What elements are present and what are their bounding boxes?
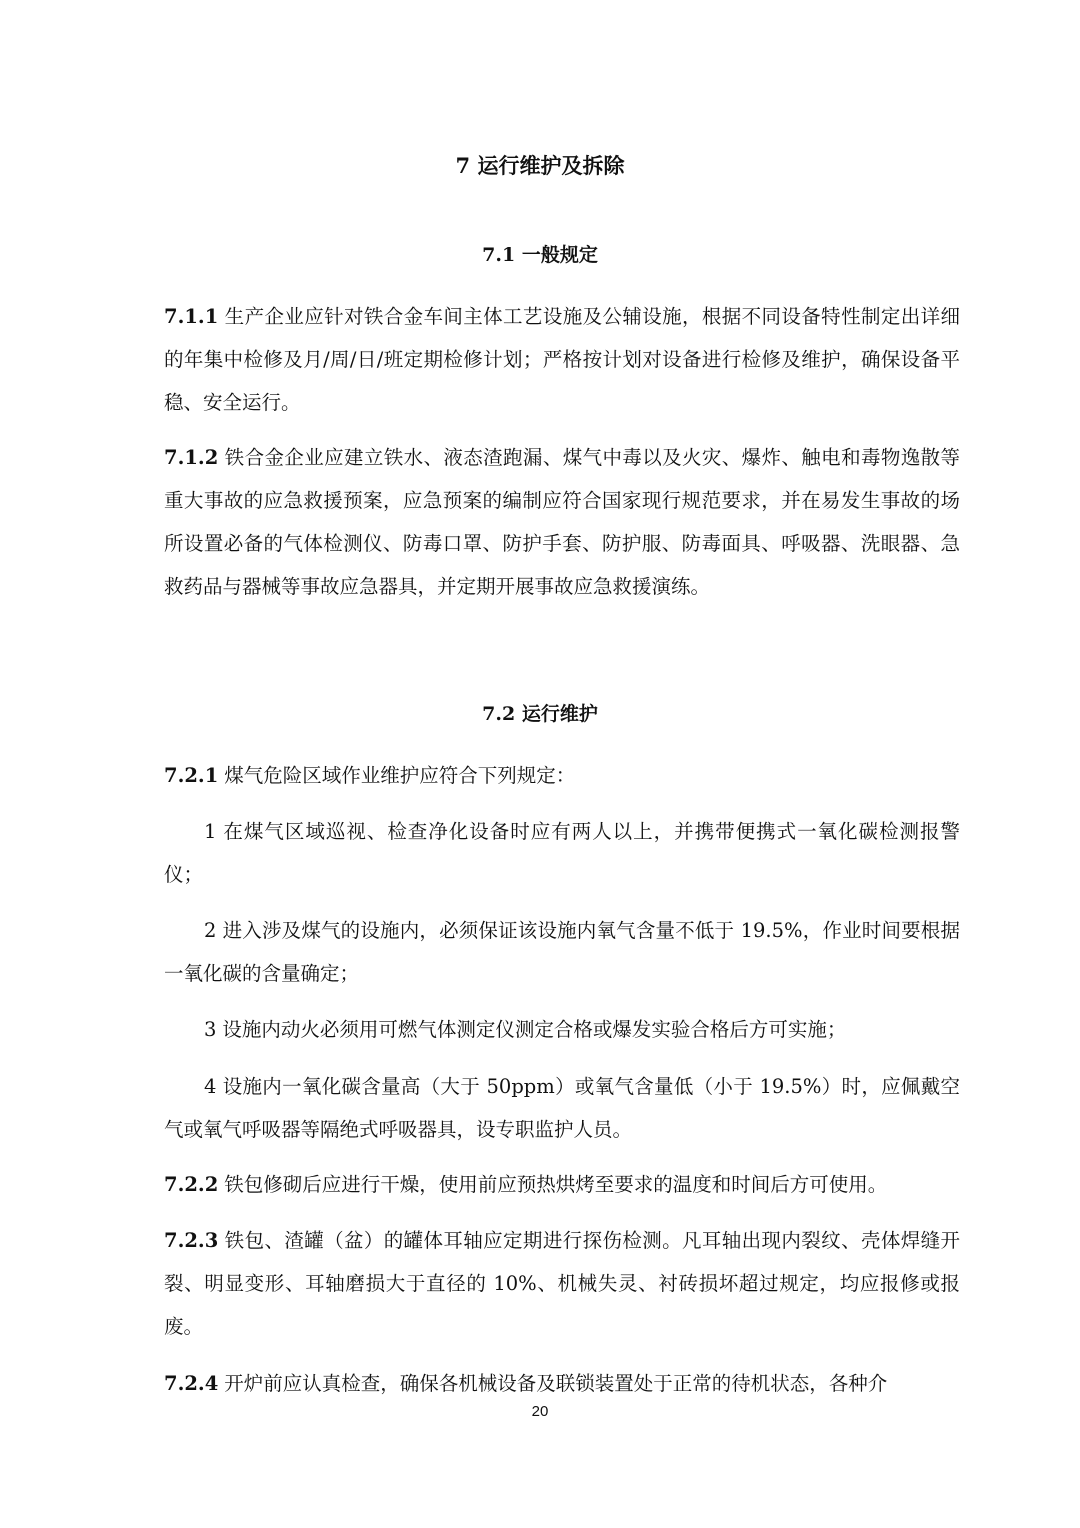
clause-text: 煤气危险区域作业维护应符合下列规定： <box>224 764 576 787</box>
clause-text: 铁合金企业应建立铁水、液态渣跑漏、煤气中毒以及火灾、爆炸、触电和毒物逸散等重大事故的应急救援预案，应急预案的编制应符合国家现行规范要求，并在易发生事故的场所设置必备的气体检测仪、防毒口罩、防护手套、防护服、防毒面具、呼吸器、洗眼器、急救药品与器械等事故应急器具，并定期开展事故应急救援演练。 <box>164 446 960 598</box>
clause-number: 7.2.4 <box>164 1372 219 1395</box>
clause-number: 7.1.1 <box>164 305 219 328</box>
item-text: 在煤气区域巡视、检查净化设备时应有两人以上，并携带便携式一氧化碳检测报警仪； <box>164 820 960 886</box>
clause-number: 7.2.2 <box>164 1173 219 1196</box>
item-text: 设施内动火必须用可燃气体测定仪测定合格或爆发实验合格后方可实施； <box>222 1018 847 1041</box>
section-title-7-2: 7.2 运行维护 <box>482 703 598 725</box>
clause-7-2-1 <box>164 754 960 797</box>
section-title-7-1: 7.1 一般规定 <box>482 244 598 266</box>
item-number: 2 <box>204 919 217 942</box>
clause-number: 7.2.3 <box>164 1229 219 1252</box>
item-number: 4 <box>204 1075 217 1098</box>
chapter-title: 7 运行维护及拆除 <box>455 153 625 178</box>
list-item-4 <box>164 1065 960 1151</box>
clause-text: 开炉前应认真检查，确保各机械设备及联锁装置处于正常的待机状态，各种介 <box>224 1372 888 1395</box>
clause-text: 生产企业应针对铁合金车间主体工艺设施及公辅设施，根据不同设备特性制定出详细的年集中检修及月/周/日/班定期检修计划；严格按计划对设备进行检修及维护，确保设备平稳、安全运行。 <box>164 305 960 414</box>
clause-number: 7.2.1 <box>164 764 219 787</box>
clause-text: 铁包、渣罐（盆）的罐体耳轴应定期进行探伤检测。凡耳轴出现内裂纹、壳体焊缝开裂、明显变形、耳轴磨损大于直径的 10%、机械失灵、衬砖损坏超过规定，均应报修或报废。 <box>164 1229 960 1338</box>
item-number: 1 <box>204 820 217 843</box>
clause-7-1-1 <box>164 295 960 424</box>
clause-7-2-2 <box>164 1163 960 1206</box>
item-text: 设施内一氧化碳含量高（大于 50ppm）或氧气含量低（小于 19.5%）时，应佩戴空气或氧气呼吸器等隔绝式呼吸器具，设专职监护人员。 <box>164 1075 960 1141</box>
clause-number: 7.1.2 <box>164 446 219 469</box>
clause-7-2-4 <box>164 1362 960 1405</box>
clause-text: 铁包修砌后应进行干燥，使用前应预热烘烤至要求的温度和时间后方可使用。 <box>224 1173 888 1196</box>
list-item-2 <box>164 909 960 995</box>
clause-7-1-2 <box>164 436 960 608</box>
item-number: 3 <box>204 1018 217 1041</box>
list-item-3 <box>164 1008 960 1051</box>
list-item-1 <box>164 810 960 896</box>
clause-7-2-3 <box>164 1219 960 1348</box>
page-number: 20 <box>531 1403 549 1420</box>
item-text: 进入涉及煤气的设施内，必须保证该设施内氧气含量不低于 19.5%，作业时间要根据一氧化碳的含量确定； <box>164 919 960 985</box>
